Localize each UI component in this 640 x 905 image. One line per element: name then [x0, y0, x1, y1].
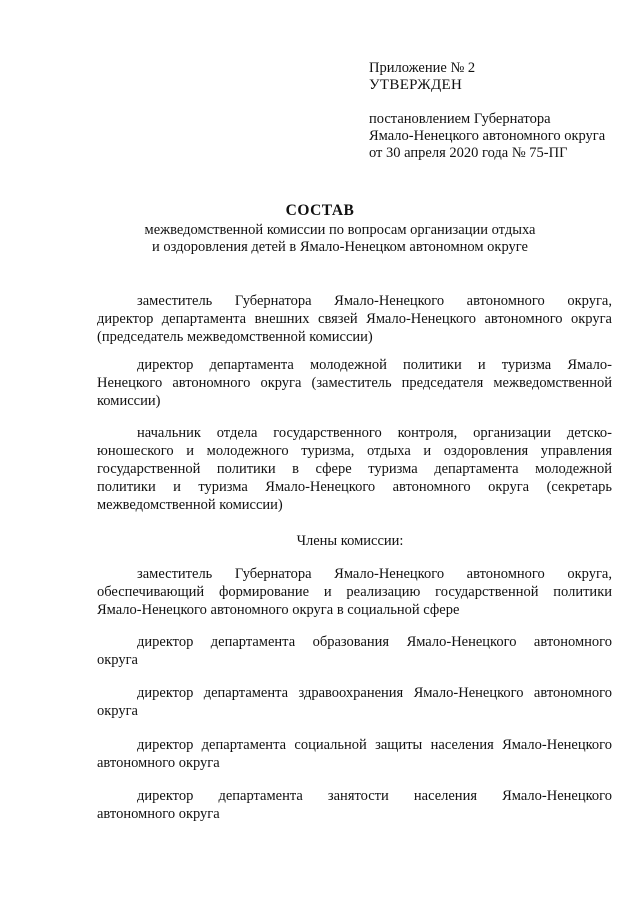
paragraph-line: заместитель Губернатора Ямало-Ненецкого автономного округа,: [137, 293, 612, 309]
approved-label: УТВЕРЖДЕН: [369, 77, 463, 93]
paragraph-line: государственной политики в сфере туризма департамента молодежной: [97, 461, 612, 477]
paragraph-line: автономного округа: [97, 806, 220, 822]
secretary-paragraph: [97, 424, 612, 514]
paragraph-line: директор департамента молодежной политики и туризма Ямало-: [137, 357, 612, 373]
decree-line-2: Ямало-Ненецкого автономного округа: [369, 128, 606, 144]
paragraph-line: директор департамента образования Ямало-Ненецкого автономного: [137, 634, 612, 650]
member-paragraph: [97, 736, 612, 772]
paragraph-line: комиссии): [97, 393, 161, 409]
paragraph-line: политики и туризма Ямало-Ненецкого автономного округа (секретарь: [97, 479, 612, 495]
paragraph-line: обеспечивающий формирование и реализацию государственной политики: [97, 584, 612, 600]
paragraph-line: начальник отдела государственного контроля, организации детско-: [137, 425, 612, 441]
paragraph-line: автономного округа: [97, 755, 220, 771]
paragraph-line: директор департамента социальной защиты населения Ямало-Ненецкого: [137, 737, 612, 753]
document-title: СОСТАВ: [285, 202, 355, 219]
member-paragraph: [97, 787, 612, 823]
paragraph-line: заместитель Губернатора Ямало-Ненецкого автономного округа,: [137, 566, 612, 582]
paragraph-line: директор департамента внешних связей Ямало-Ненецкого автономного округа: [97, 311, 612, 327]
appendix-label: Приложение № 2: [369, 60, 476, 76]
chairman-paragraph: [97, 292, 612, 346]
decree-line-1: постановлением Губернатора: [369, 111, 551, 127]
paragraph-line: Ямало-Ненецкого автономного округа в социальной сфере: [97, 602, 460, 618]
paragraph-line: директор департамента занятости населения Ямало-Ненецкого: [137, 788, 612, 804]
deputy-chairman-paragraph: [97, 356, 612, 410]
paragraph-line: межведомственной комиссии): [97, 497, 283, 513]
document-subtitle: [120, 222, 560, 256]
paragraph-line: округа: [97, 703, 138, 719]
subtitle-line-1: межведомственной комиссии по вопросам организации отдыха: [144, 222, 536, 238]
approval-block: [369, 60, 629, 162]
decree-line-3: от 30 апреля 2020 года № 75-ПГ: [369, 145, 568, 161]
member-paragraph: [97, 684, 612, 720]
paragraph-line: Ненецкого автономного округа (заместитель председателя межведомственной: [97, 375, 612, 391]
member-paragraph: [97, 633, 612, 669]
subtitle-line-2: и оздоровления детей в Ямало-Ненецком автономном округе: [152, 239, 528, 255]
paragraph-line: юношеского и молодежного туризма, отдыха и оздоровления управления: [97, 443, 612, 459]
member-paragraph: [97, 565, 612, 619]
members-heading: Члены комиссии:: [296, 533, 404, 549]
paragraph-line: директор департамента здравоохранения Ямало-Ненецкого автономного: [137, 685, 612, 701]
paragraph-line: (председатель межведомственной комиссии): [97, 329, 373, 345]
paragraph-line: округа: [97, 652, 138, 668]
